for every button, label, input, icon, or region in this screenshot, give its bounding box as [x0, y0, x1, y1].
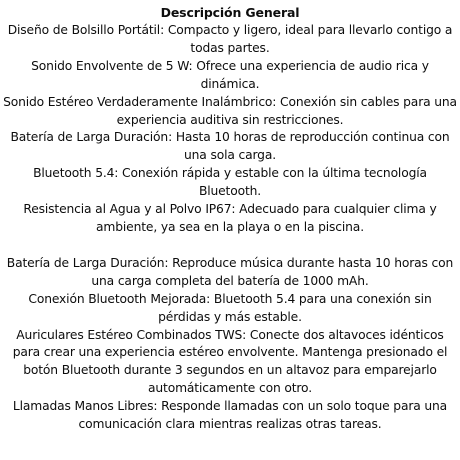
detail-battery: Batería de Larga Duración: Reproduce música durante hasta 10 horas con una carga completa del batería de 1000 mAh.: [6, 255, 454, 288]
document-title: Descripción General: [160, 5, 300, 20]
feature-surround-sound: Sonido Envolvente de 5 W: Ofrece una experiencia de audio rica y dinámica.: [31, 58, 429, 91]
detail-tws-pairing: Auriculares Estéreo Combinados TWS: Conecte dos altavoces idénticos para crear una experiencia estéreo envolvente. Mantenga presionado el botón Bluetooth durante 3 segundos en un altavoz para emparejarlo automáticamente con otro.: [12, 327, 448, 396]
paragraph-gap: [3, 237, 457, 255]
feature-long-battery: Batería de Larga Duración: Hasta 10 horas de reproducción continua con una sola carga.: [10, 130, 450, 163]
detail-handsfree-calls: Llamadas Manos Libres: Responde llamadas con un solo toque para una comunicación clara mientras realizas otras tareas.: [12, 399, 448, 432]
feature-water-dust-resistance: Resistencia al Agua y al Polvo IP67: Adecuado para cualquier clima y ambiente, ya sea en la playa o en la piscina.: [23, 202, 437, 234]
feature-pocket-design: Diseño de Bolsillo Portátil: Compacto y ligero, ideal para llevarlo contigo a todas partes.: [7, 23, 453, 55]
feature-true-wireless-stereo: Sonido Estéreo Verdaderamente Inalámbrico: Conexión sin cables para una experiencia auditiva sin restricciones.: [3, 94, 457, 127]
feature-bluetooth: Bluetooth 5.4: Conexión rápida y estable con la última tecnología Bluetooth.: [33, 166, 427, 199]
detail-bluetooth-connection: Conexión Bluetooth Mejorada: Bluetooth 5.4 para una conexión sin pérdidas y más estable.: [28, 291, 432, 324]
